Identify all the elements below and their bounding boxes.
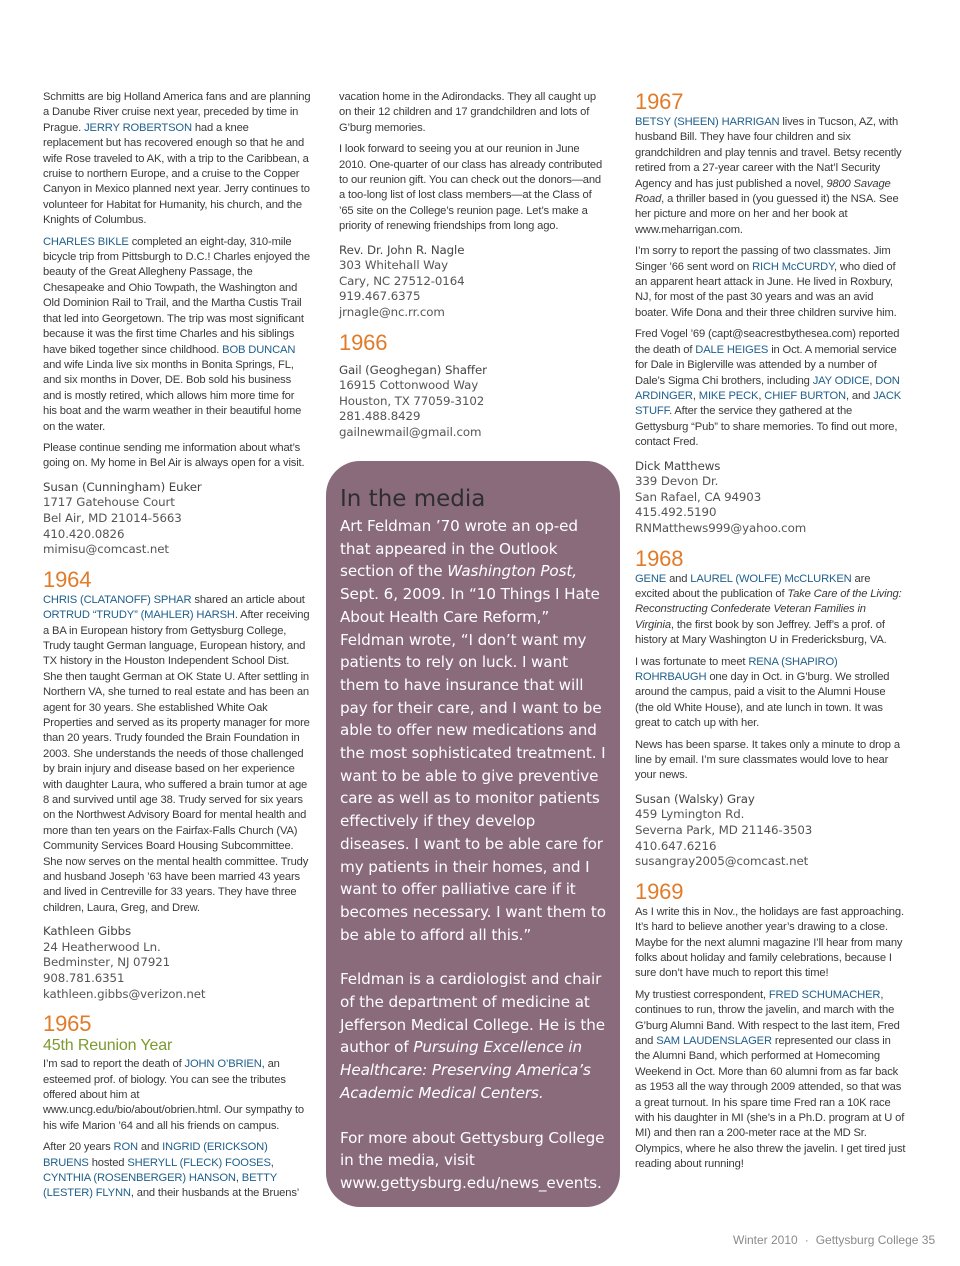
text-run: had a knee replacement but has recovered enough so that he and wife Rose traveled to AK, with a trip to the Caribbean, a cruise to northern Europe, and a cruise to the Copper Canyon in Mexico planned next year. Jerry continues to volunteer for Habitat for Humanity, his church, and the Knights of Columbus. xyxy=(43,121,310,227)
text-run: , who died of an apparent heart attack in June. He lived in Roxbury, NJ, for most of the past 30 years and was an avid boater. Wife Dona and their three children survive him. xyxy=(635,260,897,319)
text-run: , xyxy=(758,389,765,402)
note-paragraph xyxy=(635,655,907,732)
text-run: lives in Tucson, AZ, with husband Bill. They have four children and six grandchildren and play tennis and travel. Betsy recently retired from a 27-year career with the Nat’l Security Agency and has just published a novel, xyxy=(635,116,902,190)
classmate-name: GENE xyxy=(635,572,667,585)
class-year-heading: 1966 xyxy=(339,329,388,355)
italic-title: Washington Post, xyxy=(447,562,578,581)
italic-title: Take Care of the Living: Reconstructing Confederate Veteran Families in Virginia xyxy=(635,587,902,631)
classmate-name: LAUREL (WOLFE) McCLURKEN xyxy=(690,572,852,585)
correspondent-address xyxy=(43,924,311,1002)
correspondent-name: Susan (Cunningham) Euker xyxy=(43,479,202,494)
page-footer xyxy=(733,1233,935,1247)
text-run: Art Feldman ’70 wrote an op-ed that appeared in the Outlook section of the xyxy=(340,517,578,581)
correspondent-name: Susan (Walsky) Gray xyxy=(635,791,755,806)
text-run: and wife Linda live six months in Bonita Springs, FL, and six months in Dover, DE. Bob sold his business and is mostly retired, which allows him more time for his boat and the warm weather in their beautiful home on the water. xyxy=(43,358,302,433)
address-line: Houston, TX 77059-3102 xyxy=(339,393,485,408)
class-year-heading: 1969 xyxy=(635,878,684,904)
address-line: 1717 Gatehouse Court xyxy=(43,495,175,510)
text-run: , and xyxy=(845,389,874,402)
italic-title: 9800 Savage Road xyxy=(635,177,891,206)
sidebar-paragraph xyxy=(340,1127,606,1195)
note-paragraph xyxy=(43,1140,311,1202)
text-run: For more about Gettysburg College in the media, visit www.gettysburg.edu/news_events. xyxy=(340,1128,605,1192)
address-line: 415.492.5190 xyxy=(635,505,717,520)
text-run: , xyxy=(692,389,699,402)
issue-label: Winter 2010 xyxy=(733,1233,798,1247)
text-run: News has been sparse. It takes only a minute to drop a line by email. I’m sure classmates would love to hear your news. xyxy=(635,738,900,782)
note-paragraph xyxy=(635,988,907,1173)
classmate-name: SAM LAUDENSLAGER xyxy=(656,1035,772,1047)
note-paragraph xyxy=(635,244,907,321)
address-line: Bedminster, NJ 07921 xyxy=(43,955,171,970)
address-line: San Rafael, CA 94903 xyxy=(635,489,762,504)
class-year-heading: 1964 xyxy=(43,566,92,592)
address-line: 410.420.0826 xyxy=(43,526,125,541)
classmate-name: ORTRUD “TRUDY” (MAHLER) HARSH xyxy=(43,609,235,622)
text-run: After 20 years xyxy=(43,1141,114,1154)
note-paragraph xyxy=(635,115,907,238)
class-year-heading: 1965 xyxy=(43,1011,92,1037)
text-run: in Oct. A memorial service for Dale in Biglerville was attended by a number of Dale’s Sigma Chi brothers, including xyxy=(635,343,897,387)
note-paragraph xyxy=(339,142,607,234)
text-run: I look forward to seeing you at our reunion in June 2010. One-quarter of our class has already contributed to our reunion gift. You can check out the donors—and a too-long list of lost class members—at the Class of ’65 site on the College’s reunion page. Let’s make a priority of renewing friendships from long ago. xyxy=(339,143,603,233)
reunion-subheading: 45th Reunion Year xyxy=(43,1037,173,1055)
classmate-name: RICH McCURDY xyxy=(752,260,834,273)
address-line: Bel Air, MD 21014-5663 xyxy=(43,510,182,525)
class-year-heading: 1968 xyxy=(635,545,684,571)
address-line: RNMatthews999@yahoo.com xyxy=(635,520,807,535)
text-run: Fred Vogel ’69 (capt@seacrestbythesea.com) reported the death of xyxy=(635,328,900,356)
footer-separator: · xyxy=(804,1233,809,1247)
text-run: Schmitts are big Holland America fans and are planning a Danube River cruise next year, preceded by time in Prague. xyxy=(43,91,311,134)
text-run: I’m sorry to report the passing of two classmates. Jim Singer ’66 sent word on xyxy=(635,245,891,273)
text-run: , the first book by son Jeffrey. Jeff’s a prof. of history at Mary Washington U in Fredericksburg, VA. xyxy=(635,618,887,647)
text-run: , continues to run, throw the javelin, and march with the G’burg Alumni Band. With respect to the last item, Fred and xyxy=(635,988,900,1047)
text-run: . After the service they gathered at the Gettysburg “Pub” to share memories. To find out more, contact Fred. xyxy=(635,405,898,449)
classmate-name: JOHN O’BRIEN xyxy=(184,1058,262,1071)
text-run: one day in Oct. in G’burg. We strolled around the campus, paid a visit to the Alumni House (the old White House), and ate lunch in town. It was great to catch up with her. xyxy=(635,670,890,730)
text-run: completed an eight-day, 310-mile bicycle trip from Pittsburgh to D.C.! Charles enjoyed the beauty of the Great Allegheny Passage, the Chesapeake and Ohio Towpath, the Washington and Old Dominion Rail to Trail, and the Martha Custis Trail that led into Georgetown. The trip was most significant because it was the first time Charles and his siblings have biked together since childhood. xyxy=(43,235,310,356)
address-line: 919.467.6375 xyxy=(339,289,421,304)
correspondent-address xyxy=(339,363,607,441)
column-left xyxy=(43,90,311,1208)
classmate-name: CYNTHIA (ROSENBERGER) HANSON xyxy=(43,1172,236,1185)
text-run: Please continue sending me information about what’s going on. My home in Bel Air is always open for a visit. xyxy=(43,441,305,470)
classmate-name: CHIEF BURTON xyxy=(764,389,846,402)
classmate-name: FRED SCHUMACHER xyxy=(768,988,881,1001)
column-middle xyxy=(339,90,607,451)
text-run: , xyxy=(270,1156,274,1169)
text-run: represented our class in the Alumni Band, which performed at Homecoming Weekend in Oct. More than 60 alumni from as far back as 1953 all the way through 2009 attended, so that was a great turnout. In his spare time Fred ran a 10K race with his daughter in MI (she’s in a Ph.D. program at U of MI) and then ran a 200-meter race at the MD Sr. Olympics, where he also threw the javelin. I get tired just reading about running! xyxy=(635,1035,906,1171)
text-run: vacation home in the Adirondacks. They all caught up on their 12 children and 17 grandchildren and lots of G’burg memories. xyxy=(339,91,596,134)
note-paragraph xyxy=(635,572,907,649)
note-paragraph xyxy=(43,593,311,917)
classmate-name: MIKE PECK xyxy=(698,389,759,402)
text-run: . After receiving a BA in European history from Gettysburg College, Trudy taught German language, European history, and TX history in the Houston Independent School Dist. She then taught German at OK State U. After settling in Northern VA, she turned to real estate and has been an agent for 30 years. She established White Oak Properties and served as its property manager for more than 20 years. Trudy founded the Brain Foundation in 2003. She understands the needs of those challenged by brain injury and disease based on her experience with daughter Laura, who suffered a brain tumor at age 8 and survived until age 38. Trudy served for six years on the Northwest Advisory Board for mental health and more than ten years on the Fairfax-Falls Church (VA) Community Services Board Housing Subcommittee. She now serves on the mental health committee. Trudy and husband Joseph ’63 have been married 43 years and lived in Centreville for 33 years. They have three children, Laura, Greg, and Drew. xyxy=(43,609,310,914)
note-paragraph xyxy=(635,327,907,450)
address-line: kathleen.gibbs@verizon.net xyxy=(43,986,206,1001)
correspondent-name: Rev. Dr. John R. Nagle xyxy=(339,242,465,257)
classmate-name: CHARLES BIKLE xyxy=(43,235,129,248)
classmate-name: DALE HEIGES xyxy=(695,343,769,356)
text-run: , xyxy=(869,374,876,387)
sidebar-heading: In the media xyxy=(340,486,486,512)
classmate-name: DON ARDINGER xyxy=(635,374,900,402)
text-run: shared an article about xyxy=(191,593,305,606)
text-run: and xyxy=(137,1141,163,1154)
classmate-name: SHERYLL (FLECK) FOOSES xyxy=(127,1156,271,1169)
classmate-name: CHRIS (CLATANOFF) SPHAR xyxy=(43,593,192,606)
note-paragraph xyxy=(43,235,311,435)
address-line: 16915 Cottonwood Way xyxy=(339,378,479,393)
address-line: 459 Lymington Rd. xyxy=(635,807,745,822)
classmate-name: JAY ODICE xyxy=(812,374,870,387)
address-line: 339 Devon Dr. xyxy=(635,474,719,489)
note-paragraph xyxy=(635,738,907,784)
in-the-media-sidebar xyxy=(326,461,620,1207)
classmate-name: RON xyxy=(113,1141,138,1154)
publication-name: Gettysburg College xyxy=(815,1233,919,1247)
column-right xyxy=(635,90,907,1179)
correspondent-name: Dick Matthews xyxy=(635,458,721,473)
address-line: 908.781.6351 xyxy=(43,971,125,986)
sidebar-paragraph xyxy=(340,515,606,946)
correspondent-name: Kathleen Gibbs xyxy=(43,924,132,939)
class-year-heading: 1967 xyxy=(635,89,684,114)
classmate-name: BOB DUNCAN xyxy=(222,343,296,356)
sidebar-paragraph xyxy=(340,968,606,1104)
address-line: 24 Heatherwood Ln. xyxy=(43,939,161,954)
correspondent-address xyxy=(635,459,907,537)
address-line: 281.488.8429 xyxy=(339,409,421,424)
note-paragraph xyxy=(339,90,607,136)
note-paragraph xyxy=(43,1057,311,1134)
address-line: Severna Park, MD 21146-3503 xyxy=(635,822,813,837)
address-line: gailnewmail@gmail.com xyxy=(339,425,482,439)
address-line: susangray2005@comcast.net xyxy=(635,854,809,869)
text-run: hosted xyxy=(88,1156,128,1169)
address-line: mimisu@comcast.net xyxy=(43,542,169,557)
correspondent-address xyxy=(339,243,607,321)
correspondent-address xyxy=(635,792,907,870)
classmate-name: RENA (SHAPIRO) ROHRBAUGH xyxy=(635,655,838,683)
classmate-name: INGRID (ERICKSON) BRUENS xyxy=(43,1141,268,1169)
text-run: , an esteemed prof. of biology. You can see the tributes offered about him at www.uncg.edu/bio/about/obrien.html. Our sympathy to his wife Marion ’64 and all his friends on campus. xyxy=(43,1058,304,1132)
text-run: My trustiest correspondent, xyxy=(635,988,769,1001)
text-run: As I write this in Nov., the holidays are fast approaching. It’s hard to believe another year’s drawing to a close. Maybe for the next alumni magazine I’ll hear from many folks about holiday and family celebrations, because I sure don’t have much to report this time! xyxy=(635,905,904,980)
text-run: are excited about the publication of xyxy=(635,572,871,600)
classmate-name: BETTY (LESTER) FLYNN xyxy=(43,1172,277,1200)
address-line: 303 Whitehall Way xyxy=(339,258,448,273)
text-run: I was fortunate to meet xyxy=(635,655,749,668)
classmate-name: BETSY (SHEEN) HARRIGAN xyxy=(635,116,780,128)
note-paragraph xyxy=(43,441,311,472)
correspondent-address xyxy=(43,480,311,558)
classmate-name: JERRY ROBERTSON xyxy=(84,121,192,134)
note-paragraph xyxy=(635,905,907,982)
text-run: , and their husbands at the Bruens’ xyxy=(130,1187,300,1200)
page-number: 35 xyxy=(921,1233,936,1247)
text-run: I’m sad to report the death of xyxy=(43,1058,185,1071)
address-line: 410.647.6216 xyxy=(635,838,717,853)
text-run: Feldman is a cardiologist and chair of the department of medicine at Jefferson Medical College. He is the author of xyxy=(340,970,605,1057)
address-line: jrnagle@nc.rr.com xyxy=(339,305,445,320)
text-run: and xyxy=(666,572,691,585)
address-line: Cary, NC 27512-0164 xyxy=(339,273,465,288)
italic-title: Pursuing Excellence in Healthcare: Preserving America’s Academic Medical Centers. xyxy=(340,1038,591,1102)
text-run: Sept. 6, 2009. In “10 Things I Hate About Health Care Reform,” Feldman wrote, “I don’t want my patients to rely on luck. I want them to have insurance that will pay for their care, and I want to be able to offer new medications and the most sophisticated treatment. I want to be able to give preventive care as well as to monitor patients effectively if they develop diseases. I want to be able care for my patients in their homes, and I want to offer palliative care if it becomes necessary. I want them to be able to afford all this.” xyxy=(340,585,606,944)
note-paragraph xyxy=(43,90,311,229)
classmate-name: JACK STUFF xyxy=(635,389,902,418)
text-run: , xyxy=(235,1172,242,1185)
correspondent-name: Gail (Geoghegan) Shaffer xyxy=(339,362,487,377)
text-run: , a thriller based in (you guessed it) the NSA. See her picture and more on her and her book at www.meharrigan.com. xyxy=(635,193,899,236)
